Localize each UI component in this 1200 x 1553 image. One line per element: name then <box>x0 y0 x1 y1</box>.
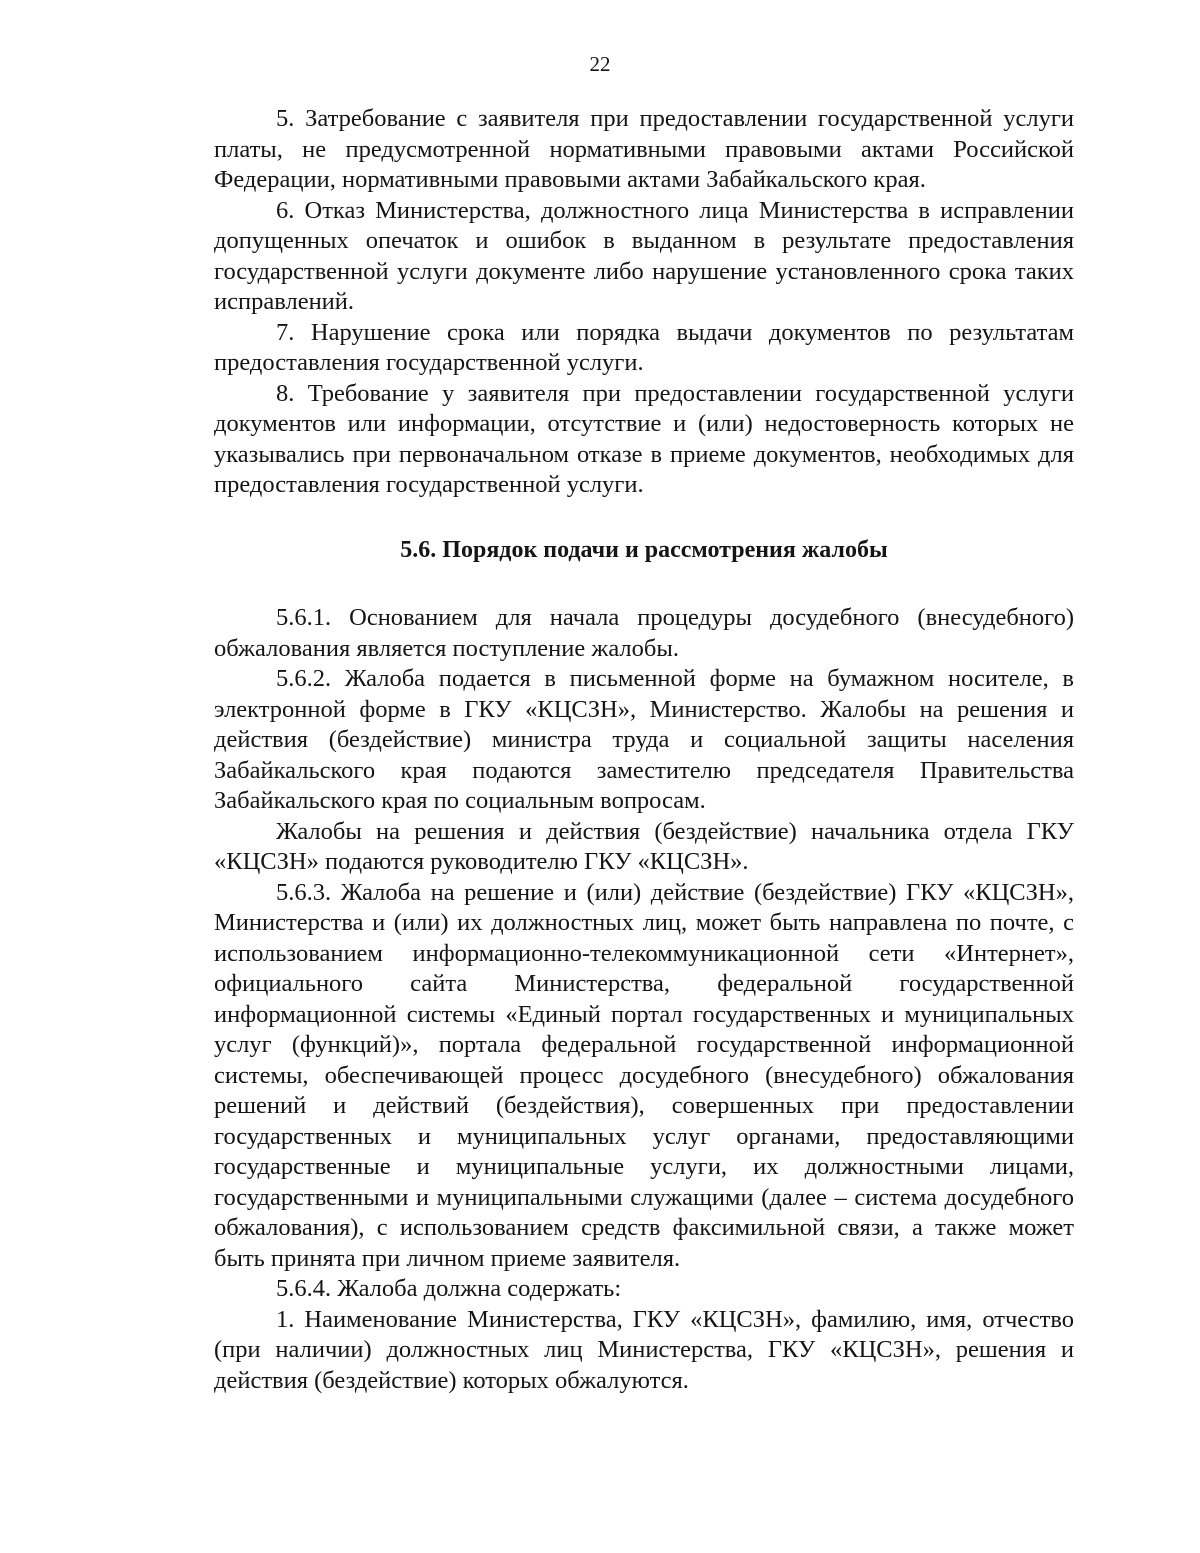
paragraph-item-8: 8. Требование у заявителя при предоставлении государственной услуги документов или информации, отсутствие и (или) недостоверность которых не указывались при первоначальном отказе в приеме документов, необходимых для предоставления государственной услуги. <box>214 379 1074 498</box>
paragraph-5-6-1: 5.6.1. Основанием для начала процедуры досудебного (внесудебного) обжалования является поступление жалобы. <box>214 604 1074 662</box>
paragraph-5-6-2: 5.6.2. Жалоба подается в письменной форме на бумажном носителе, в электронной форме в ГКУ «КЦСЗН», Министерство. Жалобы на решения и действия (бездействие) министра труда и социальной защиты населения Забайкальского края подаются заместителю председателя Правительства Забайкальского края по социальным вопросам. <box>214 665 1074 814</box>
paragraph-item-6: 6. Отказ Министерства, должностного лица Министерства в исправлении допущенных опечаток и ошибок в выданном в результате предоставления государственной услуги документе либо нарушение установленного срока таких исправлений. <box>214 196 1074 315</box>
section-heading: 5.6. Порядок подачи и рассмотрения жалобы <box>400 536 888 563</box>
paragraph-5-6-4-item-1: 1. Наименование Министерства, ГКУ «КЦСЗН», фамилию, имя, отчество (при наличии) должностных лиц Министерства, ГКУ «КЦСЗН», решения и действия (бездействие) которых обжалуются. <box>214 1305 1074 1394</box>
paragraph-5-6-3: 5.6.3. Жалоба на решение и (или) действие (бездействие) ГКУ «КЦСЗН», Министерства и (или) их должностных лиц, может быть направлена по почте, с использованием информационно-телекоммуникационной сети «Интернет», официального сайта Министерства, федеральной государственной информационной системы «Единый портал государственных и муниципальных услуг (функций)», портала федеральной государственной информационной системы, обеспечивающей процесс досудебного (внесудебного) обжалования решений и действий (бездействия), совершенных при предоставлении государственных и муниципальных услуг органами, предоставляющими государственные и муниципальные услуги, их должностными лицами, государственными и муниципальными служащими (далее – система досудебного обжалования), с использованием средств факсимильной связи, а также может быть принята при личном приеме заявителя. <box>214 878 1074 1272</box>
paragraph-item-7: 7. Нарушение срока или порядка выдачи документов по результатам предоставления государственной услуги. <box>214 318 1074 376</box>
document-body <box>214 104 1074 1396</box>
paragraph-complaints-department: Жалобы на решения и действия (бездействие) начальника отдела ГКУ «КЦСЗН» подаются руководителю ГКУ «КЦСЗН». <box>214 817 1074 875</box>
paragraph-5-6-4: 5.6.4. Жалоба должна содержать: <box>276 1275 622 1302</box>
paragraph-item-5: 5. Затребование с заявителя при предоставлении государственной услуги платы, не предусмотренной нормативными правовыми актами Российской Федерации, нормативными правовыми актами Забайкальского края. <box>214 105 1074 193</box>
page-number: 22 <box>589 52 611 76</box>
